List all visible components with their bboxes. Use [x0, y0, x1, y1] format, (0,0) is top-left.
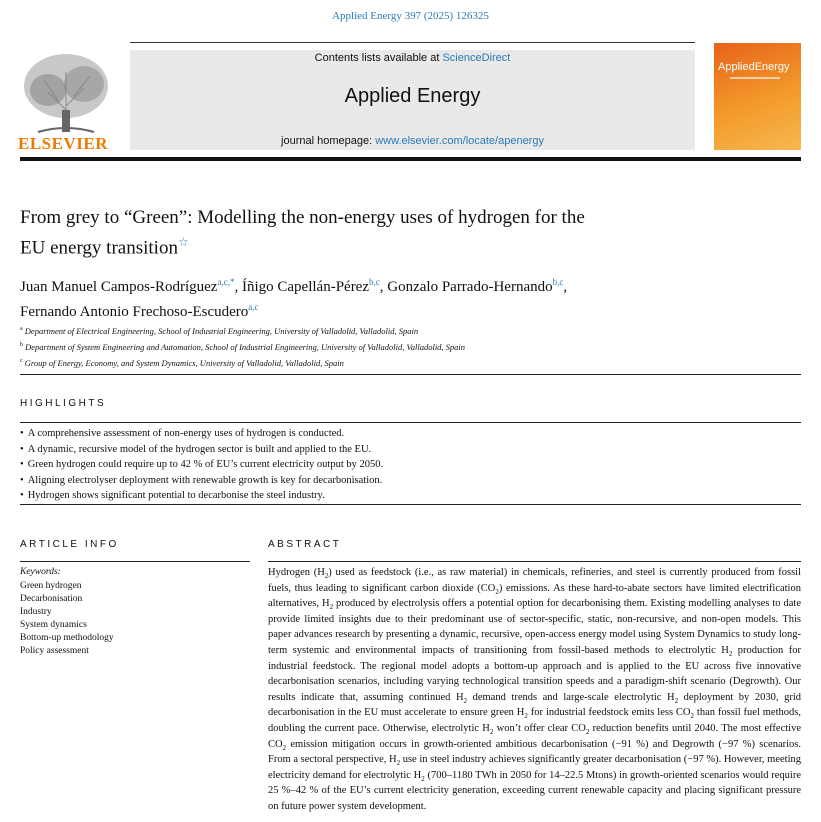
journal-homepage-link[interactable]: www.elsevier.com/locate/apenergy — [375, 135, 544, 147]
abstract-subscript: 2 — [421, 774, 425, 783]
elsevier-wordmark[interactable]: ELSEVIER — [18, 134, 108, 153]
highlight-item: • Green hydrogen could require up to 42 % of EU’s current electricity output by 2050. — [20, 457, 801, 473]
paper-title — [20, 206, 720, 260]
journal-cover-image[interactable] — [714, 43, 801, 150]
keyword-item: Policy assessment — [20, 646, 89, 656]
cover-subtitle-bar — [730, 77, 780, 79]
highlights-heading: HIGHLIGHTS — [20, 398, 107, 409]
abstract-text-run: ) emissions. As these hard-to-abate sectors have limited electrification alternatives, H — [268, 582, 801, 610]
abstract-text-run: than fossil fuel methods, doubling the current pace. Otherwise, electrolytic H — [268, 707, 801, 734]
article-info-heading: ARTICLE INFO — [20, 539, 119, 550]
author-name[interactable]: Juan Manuel Campos-Rodríguez — [20, 279, 218, 295]
keywords-label: Keywords: — [20, 567, 61, 577]
abstract-heading: ABSTRACT — [268, 539, 342, 550]
section-divider — [20, 422, 801, 423]
abstract-subscript: 2 — [324, 572, 329, 581]
abstract-text-run: use in steel industry achieves significantly greater decarbonisation (−97 %). However, meeting electricity demand for electrolytic H — [268, 754, 801, 781]
abstract-subscript: 2 — [396, 759, 401, 768]
affiliation-item — [20, 338, 800, 354]
abstract-text-run: Hydrogen (H — [268, 567, 325, 578]
homepage-line — [130, 135, 695, 147]
keyword-item: Bottom-up methodology — [20, 633, 114, 643]
abstract-text-run: (700–1180 TWh in 2050 for 14–22.5 Mtons) in growth-oriented scenarios would require 25 %–42 % of the EU’s current electricity generation, exceeding current renewable capacity and placing significant pressure on future power system development. — [268, 769, 801, 812]
title-footnote-star-icon[interactable]: ☆ — [177, 235, 189, 249]
keyword-item: Decarbonisation — [20, 594, 83, 604]
keyword-item: Green hydrogen — [20, 581, 82, 591]
author-affiliation-marks[interactable]: a,c,* — [217, 277, 235, 287]
affiliation-item — [20, 322, 800, 338]
highlight-item: • A dynamic, recursive model of the hydrogen sector is built and applied to the EU. — [20, 442, 801, 458]
cover-title: AppliedEnergy — [718, 61, 790, 73]
abstract-text-run: produced by electrolysis offers a potential option for decarbonising them. Existing modelling analyses to date provide limited insights due to their predominant use of sector-specific, static, non-recursive, and non-open models. This paper advances research by presenting a dynamic, recursive, open-access energy model using System Dynamics to study long-term systemic and environmental impacts of transitioning from fossil-based methods to electrolytic H — [268, 598, 801, 656]
abstract-text-run: reduction benefits until 2040. The most effective CO — [268, 722, 801, 750]
affiliation-text: Group of Energy, Economy, and System Dynamics, University of Valladolid, Valladolid, Spain — [24, 357, 344, 368]
abstract-text-run: won’t offer clear CO — [493, 722, 586, 734]
abstract-subscript: 2 — [489, 728, 494, 737]
highlights-list — [20, 426, 801, 504]
keyword-item: Industry — [20, 607, 52, 617]
affiliations — [20, 322, 800, 369]
abstract-text-run: for industrial feedstock emits less CO — [527, 707, 691, 719]
journal-name: Applied Energy — [344, 85, 481, 107]
abstract-subscript: 2 — [282, 743, 287, 752]
abstract-subscript: 2 — [495, 587, 499, 596]
affiliation-text: Department of System Engineering and Automation, School of Industrial Engineering, University of Valladolid, Valladolid, Spain — [25, 341, 466, 352]
keywords-list — [20, 580, 114, 658]
highlight-item: • Hydrogen shows significant potential to decarbonise the steel industry. — [20, 488, 801, 504]
author-name[interactable]: Íñigo Capellán-Pérez — [241, 279, 369, 295]
journal-citation[interactable]: Applied Energy 397 (2025) 126325 — [332, 10, 489, 22]
homepage-prefix: journal homepage: — [281, 135, 373, 147]
abstract-subscript: 2 — [690, 712, 695, 721]
abstract-subscript: 2 — [674, 696, 679, 705]
title-line-2: EU energy transition — [20, 237, 178, 259]
highlight-item: • A comprehensive assessment of non-energy uses of hydrogen is conducted. — [20, 426, 801, 442]
author-separator: , — [379, 279, 388, 295]
section-divider — [20, 504, 801, 505]
author-separator: , — [234, 279, 242, 295]
title-line-1: From grey to “Green”: Modelling the non-energy uses of hydrogen for the — [20, 207, 585, 228]
abstract-text — [268, 565, 801, 815]
highlight-item: • Aligning electrolyser deployment with renewable growth is key for decarbonisation. — [20, 473, 801, 489]
contents-line — [130, 52, 695, 64]
affiliation-mark: c — [20, 357, 23, 364]
abstract-subscript: 2 — [463, 696, 468, 705]
section-divider — [20, 374, 801, 375]
affiliation-text: Department of Electrical Engineering, School of Industrial Engineering, University of Valladolid, Valladolid, Spain — [24, 325, 419, 336]
contents-prefix: Contents lists available at — [314, 52, 440, 64]
abstract-text-run: production for industrial feedstock. The regional model adopts a bottom-up approach and is applied to the EU across five innovative decarbonisation scenarios, including varying technological transition speeds and a paradigm-shift scenario (Degrowth). Our results indicate that, assuming continued H — [268, 644, 801, 703]
section-divider — [20, 561, 250, 562]
affiliation-mark: a — [20, 326, 23, 332]
affiliation-item — [20, 354, 800, 370]
author-separator: , — [563, 279, 568, 295]
author-list — [20, 272, 800, 322]
abstract-text-run: ) used as feedstock (i.e., as raw material) in chemicals, refineries, and steel is currently produced from fossil fuels, thus leading to significant carbon dioxide (CO — [268, 567, 801, 594]
author-name[interactable]: Fernando Antonio Frechoso-Escudero — [20, 304, 249, 320]
abstract-text-run: demand trends and large-scale electrolytic H — [467, 691, 675, 703]
abstract-text-run: emission mitigation occurs in growth-oriented ambitious decarbonisation (−91 %) and Degrowth (−97 %) scenarios. From a sectoral perspective, H — [268, 738, 801, 766]
abstract-subscript: 2 — [728, 650, 733, 659]
abstract-subscript: 2 — [329, 603, 334, 612]
author-affiliation-marks[interactable]: b,c — [369, 277, 380, 287]
keyword-item: System dynamics — [20, 620, 87, 630]
header-thick-rule — [20, 157, 801, 161]
abstract-text-run: deployment by 2030, grid decarbonisation in the EU must accelerate to ensure green H — [268, 691, 801, 719]
abstract-subscript: 2 — [585, 728, 590, 737]
author-affiliation-marks[interactable]: a,c — [248, 302, 259, 312]
author-affiliation-marks[interactable]: b,c — [552, 277, 564, 287]
section-divider — [268, 561, 801, 562]
affiliation-mark: b — [20, 341, 23, 348]
abstract-subscript: 2 — [524, 712, 528, 721]
sciencedirect-link[interactable]: ScienceDirect — [442, 52, 511, 64]
header-top-rule — [130, 42, 695, 43]
author-name[interactable]: Gonzalo Parrado-Hernando — [387, 279, 553, 295]
